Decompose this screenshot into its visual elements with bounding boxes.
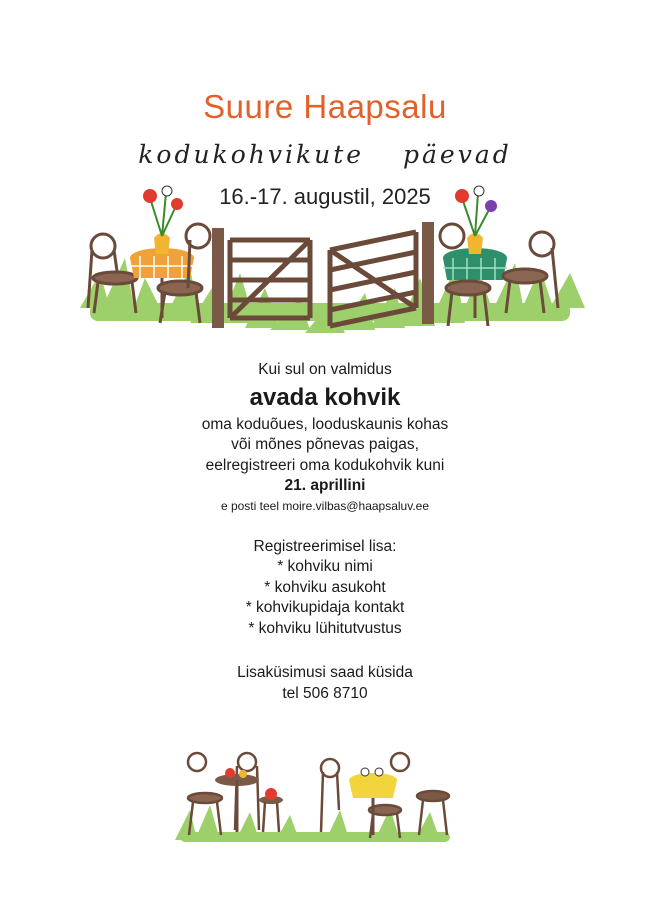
registration-item: * kohvikupidaja kontakt [245,599,405,616]
intro-line-4: või mõnes põnevas paigas, [231,436,419,453]
registration-heading: Registreerimisel lisa: [253,537,397,555]
intro-line-5: eelregistreeri oma kodukohvik kuni [205,456,445,474]
contact-phone: tel 506 8710 [282,684,368,702]
registration-item: * kohviku asukoht [264,578,386,596]
poster-title: Suure Haapsalu [203,88,447,125]
registration-item: * kohviku lühitutvustus [248,619,402,637]
cafe-tables-illustration [175,740,455,845]
contact-line-1: Lisaküsimusi saad küsida [237,664,413,681]
poster-subtitle: kodukohvikute päevad [138,140,512,169]
deadline: 21. aprillini [284,477,366,494]
intro-line-1: Kui sul on valmidus [258,361,392,378]
email-line: e posti teel moire.vilbas@haapsaluv.ee [220,498,430,513]
headline: avada kohvik [249,383,401,411]
poster-body [0,360,650,704]
registration-item: * kohviku nimi [277,558,373,575]
intro-line-3: oma koduõues, looduskaunis kohas [201,415,449,433]
event-dates: 16.-17. augustil, 2025 [219,184,431,209]
